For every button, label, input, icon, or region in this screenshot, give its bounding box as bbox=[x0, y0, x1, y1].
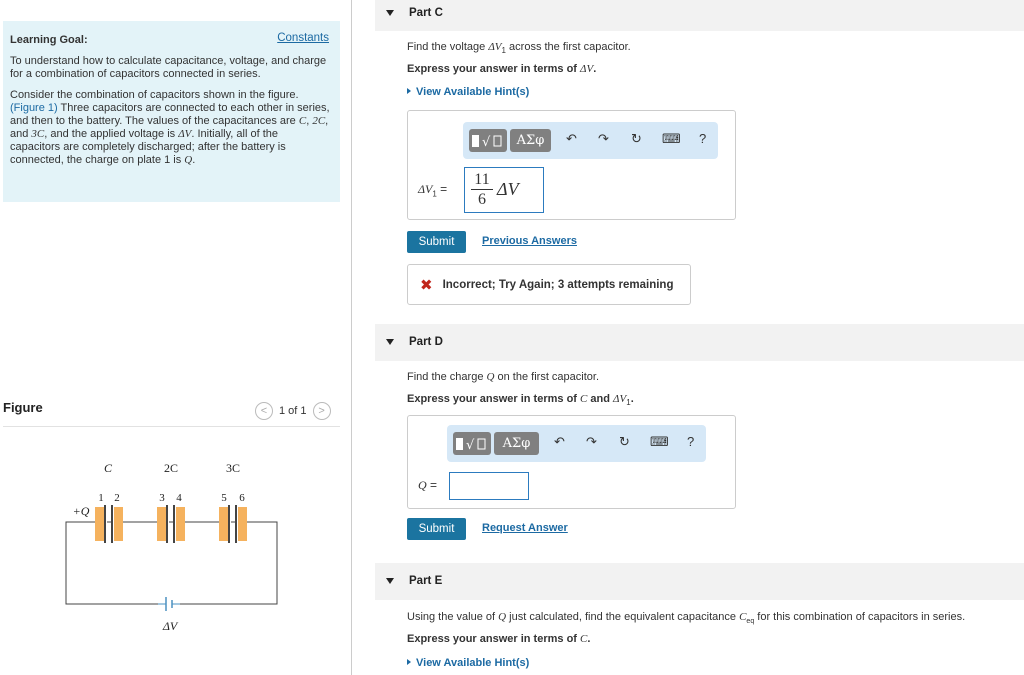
math-var: 3C bbox=[31, 128, 45, 140]
figure-pager bbox=[255, 402, 331, 420]
part-label: Part D bbox=[409, 336, 443, 348]
capacitor-2c bbox=[157, 505, 185, 543]
intro-text: . Initially, all of the capacitors are completely discharged; after the battery is connected, the charge on plate 1 is bbox=[10, 128, 286, 166]
svg-text:√: √ bbox=[482, 134, 491, 150]
greek-symbols-button[interactable]: ΑΣφ bbox=[494, 432, 539, 455]
punct: . bbox=[192, 154, 196, 166]
part-c-answer-box bbox=[407, 110, 736, 220]
part-e-question bbox=[407, 611, 965, 625]
math-toolbar bbox=[463, 122, 718, 159]
hint-text: View Available Hint(s) bbox=[416, 657, 530, 669]
subscript: 1 bbox=[501, 46, 506, 56]
part-label: Part C bbox=[409, 7, 443, 19]
answer-label bbox=[418, 478, 437, 493]
part-d-answer-box bbox=[407, 415, 736, 509]
text: and bbox=[590, 393, 610, 405]
math-var: 2C bbox=[312, 115, 326, 127]
collapse-triangle-icon[interactable] bbox=[386, 10, 394, 16]
prev-figure-icon[interactable]: < bbox=[255, 402, 273, 420]
math-var: Q bbox=[418, 478, 427, 492]
equals: = bbox=[440, 182, 448, 196]
answer-label bbox=[418, 182, 447, 198]
text: for this combination of capacitors in series. bbox=[757, 611, 966, 623]
reset-icon[interactable]: ↻ bbox=[619, 434, 630, 449]
error-x-icon: ✖ bbox=[420, 276, 433, 294]
cap-label: C bbox=[103, 461, 113, 475]
divider bbox=[3, 426, 340, 427]
help-icon[interactable]: ? bbox=[687, 434, 695, 449]
constants-link[interactable]: Constants bbox=[277, 32, 329, 44]
help-icon[interactable]: ? bbox=[699, 131, 707, 146]
collapse-triangle-icon[interactable] bbox=[386, 339, 394, 345]
redo-icon[interactable]: ↷ bbox=[586, 434, 597, 449]
hint-text: View Available Hint(s) bbox=[416, 86, 530, 98]
subscript: eq bbox=[746, 618, 755, 626]
part-d-submit-button[interactable]: Submit bbox=[407, 518, 466, 540]
figure-title: Figure bbox=[3, 400, 43, 415]
battery bbox=[158, 596, 180, 612]
part-c-header[interactable] bbox=[375, 0, 1024, 31]
math-var: C bbox=[298, 115, 307, 127]
fraction-numerator: 11 bbox=[471, 171, 493, 190]
capacitor-c bbox=[95, 505, 123, 543]
templates-icon[interactable] bbox=[453, 432, 491, 455]
part-c-question bbox=[407, 41, 631, 55]
punct: , bbox=[306, 115, 310, 127]
learning-goal-text: To understand how to calculate capacitance, voltage, and charge for a combination of capacitors connected in series. bbox=[10, 55, 327, 80]
punct: , and bbox=[10, 115, 329, 140]
keyboard-icon[interactable]: ⌨ bbox=[650, 434, 669, 449]
feedback-text: Incorrect; Try Again; 3 attempts remaining bbox=[442, 278, 674, 291]
triangle-right-icon bbox=[407, 659, 411, 665]
text: Express your answer in terms of bbox=[407, 633, 577, 645]
part-c-submit-button[interactable]: Submit bbox=[407, 231, 466, 253]
reset-icon[interactable]: ↻ bbox=[631, 131, 642, 146]
battery-label: ΔV bbox=[162, 619, 178, 633]
previous-answers-link[interactable]: Previous Answers bbox=[482, 235, 577, 247]
math-var: ΔV bbox=[580, 63, 594, 75]
text: Using the value of bbox=[407, 611, 496, 623]
part-c-hint-link[interactable] bbox=[407, 86, 529, 98]
math-var: ΔV bbox=[488, 41, 502, 53]
request-answer-link[interactable]: Request Answer bbox=[482, 522, 568, 534]
fraction-denominator: 6 bbox=[478, 191, 486, 208]
charge-label: +Q bbox=[72, 504, 90, 518]
svg-text:√: √ bbox=[466, 437, 475, 453]
text: Express your answer in terms of bbox=[407, 393, 577, 405]
text: . bbox=[630, 393, 634, 405]
text: across the first capacitor. bbox=[509, 41, 631, 53]
math-var: Q bbox=[184, 154, 193, 166]
learning-goal-title: Learning Goal: bbox=[10, 34, 88, 46]
math-var: Q bbox=[498, 611, 507, 623]
intro-text: Consider the combination of capacitors shown in the figure. bbox=[10, 89, 299, 101]
math-var: C bbox=[739, 611, 747, 623]
math-var: C bbox=[580, 393, 588, 405]
part-e-header[interactable] bbox=[375, 563, 1024, 600]
undo-icon[interactable]: ↶ bbox=[554, 434, 565, 449]
math-var: C bbox=[580, 633, 588, 645]
math-var: ΔV bbox=[418, 182, 433, 196]
math-var: ΔV bbox=[178, 128, 192, 140]
text: . bbox=[587, 633, 591, 645]
figure-link[interactable]: (Figure 1) bbox=[10, 102, 58, 114]
subscript: 1 bbox=[432, 189, 437, 199]
answer-variable: ΔV bbox=[497, 179, 519, 199]
text: on the first capacitor. bbox=[497, 371, 600, 383]
pager-text: 1 of 1 bbox=[279, 405, 307, 417]
subscript: 1 bbox=[626, 398, 631, 408]
triangle-right-icon bbox=[407, 88, 411, 94]
part-d-question bbox=[407, 371, 599, 383]
part-label: Part E bbox=[409, 575, 443, 587]
plate-label: 3 bbox=[159, 492, 165, 504]
intro-text: , and the applied voltage is bbox=[44, 128, 176, 140]
next-figure-icon[interactable]: > bbox=[313, 402, 331, 420]
math-toolbar bbox=[447, 425, 706, 462]
part-c-answer-input[interactable] bbox=[464, 167, 544, 213]
text: Express your answer in terms of bbox=[407, 63, 577, 75]
part-d-header[interactable] bbox=[375, 324, 1024, 361]
part-d-express bbox=[407, 393, 634, 407]
part-c-express bbox=[407, 63, 596, 75]
text: Find the voltage bbox=[407, 41, 486, 53]
cap-label: 3C bbox=[225, 461, 241, 475]
math-var: Q bbox=[486, 371, 495, 383]
intro-paragraph bbox=[10, 89, 330, 167]
left-panel bbox=[0, 0, 352, 675]
redo-icon[interactable]: ↷ bbox=[598, 131, 609, 146]
math-var: ΔV bbox=[613, 393, 627, 405]
plate-label: 6 bbox=[239, 492, 245, 504]
greek-symbols-button[interactable]: ΑΣφ bbox=[510, 129, 551, 152]
plate-label: 1 bbox=[98, 492, 104, 504]
part-d-answer-input[interactable] bbox=[449, 472, 529, 500]
templates-icon[interactable] bbox=[469, 129, 507, 152]
plate-label: 5 bbox=[221, 492, 227, 504]
equals: = bbox=[430, 478, 438, 492]
keyboard-icon[interactable]: ⌨ bbox=[662, 131, 681, 146]
plate-label: 2 bbox=[114, 492, 120, 504]
cap-label: 2C bbox=[163, 461, 179, 475]
text: just calculated, find the equivalent capacitance bbox=[509, 611, 737, 623]
capacitor-3c bbox=[219, 505, 247, 543]
feedback-message bbox=[407, 264, 691, 305]
part-e-hint-link[interactable] bbox=[407, 657, 529, 669]
undo-icon[interactable]: ↶ bbox=[566, 131, 577, 146]
part-e-express bbox=[407, 633, 590, 645]
text: . bbox=[593, 63, 597, 75]
plate-label: 4 bbox=[176, 492, 182, 504]
collapse-triangle-icon[interactable] bbox=[386, 578, 394, 584]
intro-text: Three capacitors are connected to each other in series, and then to the battery. The values of the capacitances are bbox=[10, 102, 330, 127]
text: Find the charge bbox=[407, 371, 484, 383]
circuit-figure bbox=[0, 450, 352, 650]
